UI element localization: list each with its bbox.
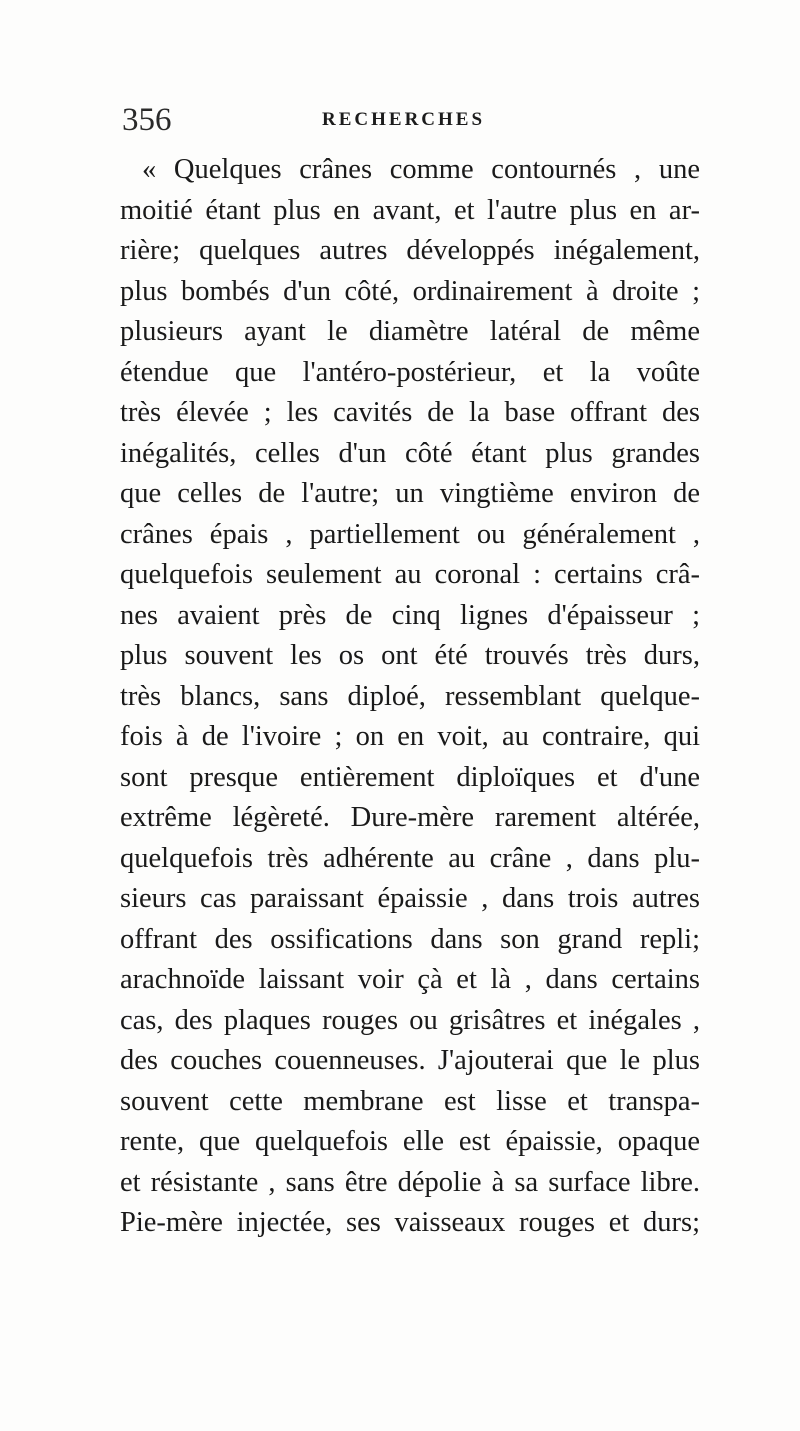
body-text <box>120 150 700 1244</box>
text-line: quelquefois seulement au coronal : certains crâ- <box>120 559 700 590</box>
text-line: rière; quelques autres développés inégalement, <box>120 235 700 266</box>
text-line: sieurs cas paraissant épaissie , dans trois autres <box>120 883 700 914</box>
text-line: que celles de l'autre; un vingtième environ de <box>120 478 700 509</box>
text-line: rente, que quelquefois elle est épaissie, opaque <box>120 1126 700 1157</box>
text-line: très élevée ; les cavités de la base offrant des <box>120 397 700 428</box>
text-line: quelquefois très adhérente au crâne , dans plu- <box>120 842 700 874</box>
text-line: fois à de l'ivoire ; on en voit, au contraire, qui <box>120 721 700 752</box>
text-line: cas, des plaques rouges ou grisâtres et inégales , <box>120 1004 700 1036</box>
text-line: inégalités, celles d'un côté étant plus grandes <box>120 437 700 469</box>
text-line: souvent cette membrane est lisse et transpa- <box>120 1085 700 1117</box>
text-line: arachnoïde laissant voir çà et là , dans certains <box>120 964 700 995</box>
text-line: plusieurs ayant le diamètre latéral de même <box>120 316 700 347</box>
text-line: crânes épais , partiellement ou généralement , <box>120 518 700 550</box>
text-line: offrant des ossifications dans son grand repli; <box>120 923 700 955</box>
text-line: extrême légèreté. Dure-mère rarement altérée, <box>120 802 700 833</box>
text-line: plus bombés d'un côté, ordinairement à droite ; <box>120 275 700 307</box>
text-line: des couches couenneuses. J'ajouterai que le plus <box>120 1045 700 1076</box>
text-line: très blancs, sans diploé, ressemblant quelque- <box>120 680 700 712</box>
page-header <box>122 100 682 140</box>
text-line: « Quelques crânes comme contournés , une <box>142 154 700 185</box>
text-line: étendue que l'antéro-postérieur, et la voûte <box>120 356 700 388</box>
text-line: plus souvent les os ont été trouvés très durs, <box>120 640 700 671</box>
page-number: 356 <box>122 102 172 138</box>
text-line: et résistante , sans être dépolie à sa surface libre. <box>120 1166 700 1198</box>
text-line: moitié étant plus en avant, et l'autre plus en ar- <box>120 194 700 226</box>
text-line: sont presque entièrement diploïques et d'une <box>120 761 700 793</box>
text-line: nes avaient près de cinq lignes d'épaisseur ; <box>120 599 700 631</box>
text-line: Pie-mère injectée, ses vaisseaux rouges et durs; <box>120 1207 700 1238</box>
running-head: RECHERCHES <box>322 109 486 130</box>
